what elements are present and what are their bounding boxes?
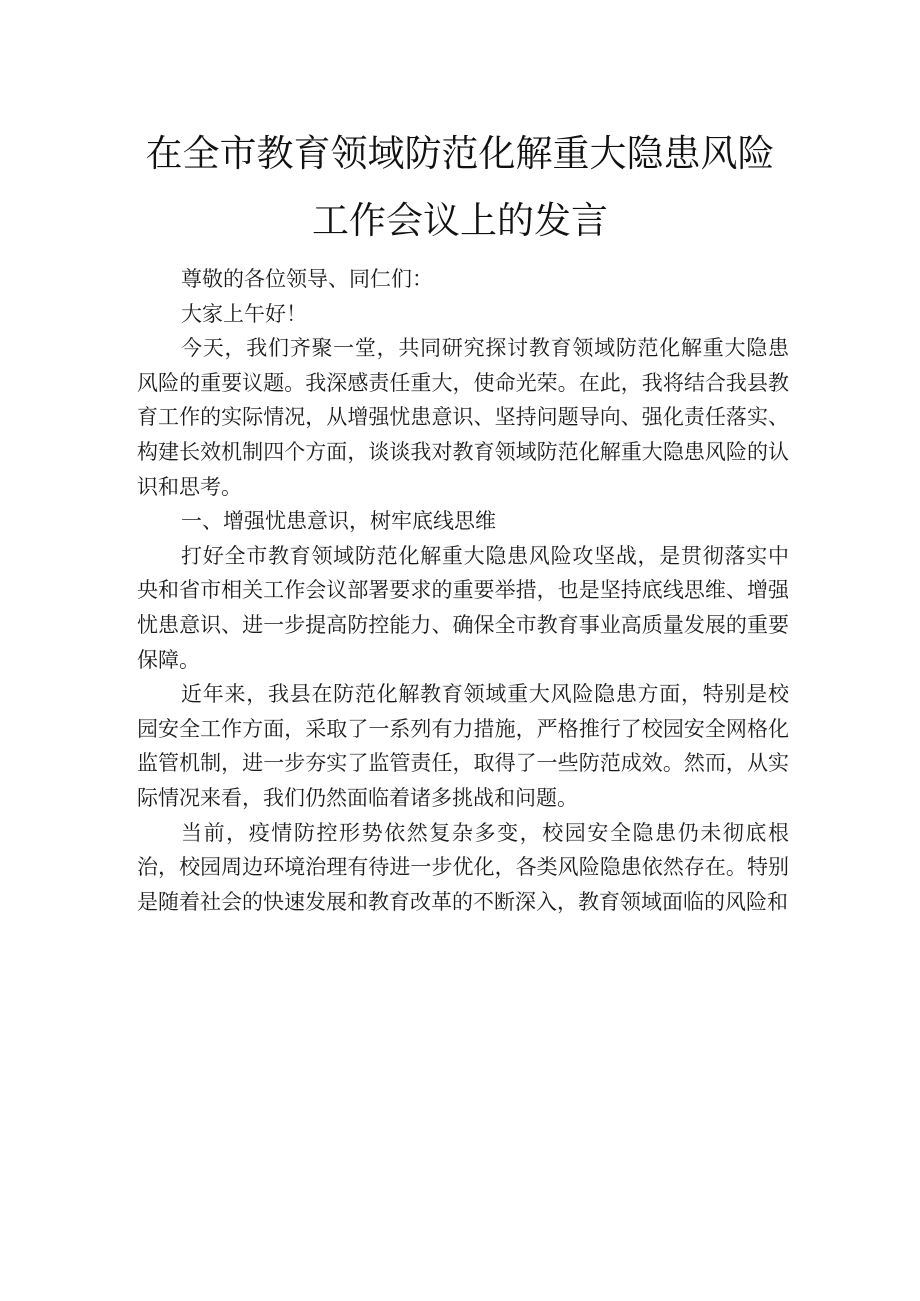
paragraph-current-situation: 当前，疫情防控形势依然复杂多变，校园安全隐患仍未彻底根治，校园周边环境治理有待进一步优化，各类风险隐患依然存在。特别是随着社会的快速发展和教育改革的不断深入，教育领域面临的风险和 xyxy=(137,820,789,914)
document-title-line-2: 工作会议上的发言 xyxy=(312,199,608,242)
salutation: 尊敬的各位领导、同仁们： xyxy=(181,267,433,291)
paragraph-intro: 今天，我们齐聚一堂，共同研究探讨教育领域防范化解重大隐患风险的重要议题。我深感责任重大，使命光荣。在此，我将结合我县教育工作的实际情况，从增强忧患意识、坚持问题导向、强化责任落实、构建长效机制四个方面，谈谈我对教育领域防范化解重大隐患风险的认识和思考。 xyxy=(137,336,789,499)
greeting: 大家上午好！ xyxy=(181,301,307,326)
paragraph-recent-years: 近年来，我县在防范化解教育领域重大风险隐患方面，特别是校园安全工作方面，采取了一系列有力措施，严格推行了校园安全网格化监管机制，进一步夯实了监管责任，取得了一些防范成效。然而，从实际情况来看，我们仍然面临着诸多挑战和问题。 xyxy=(137,682,789,810)
document-title-line-1: 在全市教育领域防范化解重大隐患风险 xyxy=(145,132,775,175)
document-body xyxy=(137,262,789,919)
section-heading-1: 一、增强忧患意识，树牢底线思维 xyxy=(181,509,496,534)
paragraph-significance: 打好全市教育领域防范化解重大隐患风险攻坚战，是贯彻落实中央和省市相关工作会议部署要求的重要举措，也是坚持底线思维、增强忧患意识、进一步提高防控能力、确保全市教育事业高质量发展的重要保障。 xyxy=(137,543,789,672)
